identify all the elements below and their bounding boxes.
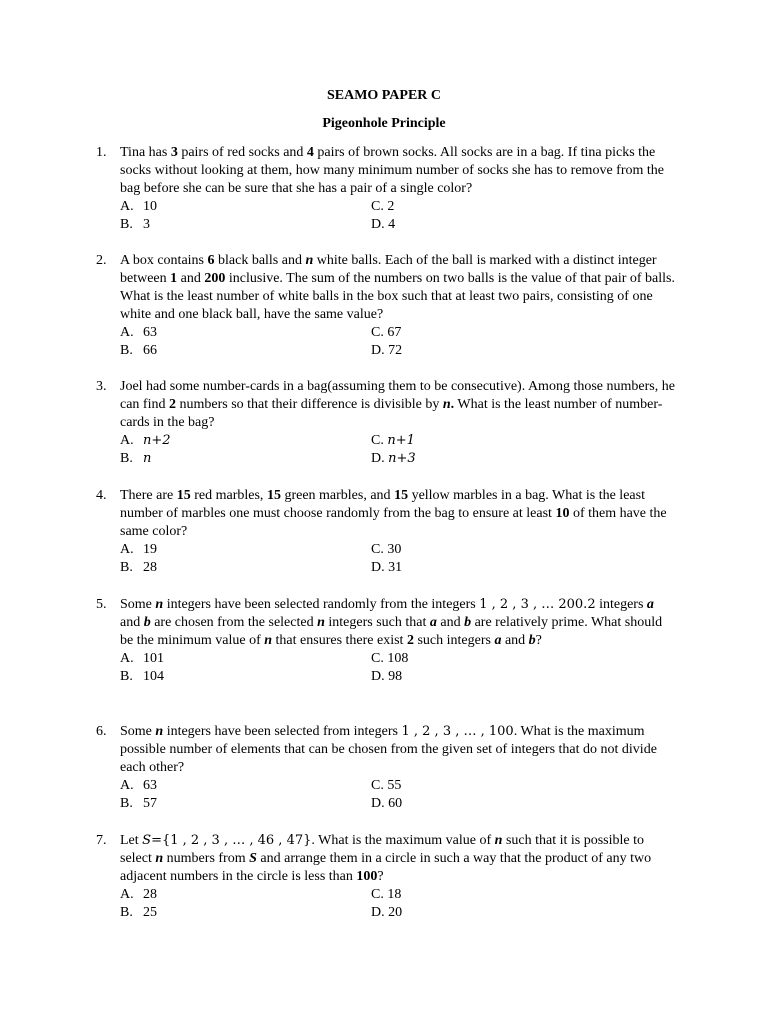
- question-number: 5.: [96, 597, 107, 612]
- option-a-value: 101: [143, 651, 164, 666]
- option-d-value: 20: [388, 905, 403, 920]
- variable-text: b: [143, 615, 151, 630]
- option-b: B. 28: [120, 560, 157, 575]
- option-a-value: n+2: [143, 433, 171, 448]
- bold-text: 200: [204, 271, 226, 286]
- question-text: Some n integers have been selected from integers 1 , 2 , 3 , … , 100. What is the maximum possible number of elements that can be chosen from the given set of integers that do not divide each other?: [120, 724, 657, 775]
- math-expression: ={1 , 2 , 3 , … , 46 , 47}: [151, 833, 312, 848]
- variable-text: b: [464, 615, 472, 630]
- option-c: C. 30: [371, 542, 402, 557]
- option-c: C. 2: [371, 199, 395, 214]
- variable-text: S: [249, 851, 257, 866]
- option-d: D. 72: [371, 343, 403, 358]
- answer-options: [120, 886, 676, 922]
- option-c: C. 18: [371, 887, 402, 902]
- question-text: Tina has 3 pairs of red socks and 4 pairs of brown socks. All socks are in a bag. If tina picks the socks without looking at them, how many minimum number of socks she has to remove from the bag before she can be sure that she has a pair of a single color?: [120, 145, 664, 196]
- option-a: A. 28: [120, 887, 157, 902]
- bold-text: 15: [394, 488, 409, 503]
- bold-text: 10: [555, 506, 570, 521]
- option-c: C. n+1: [371, 433, 415, 448]
- question-text: A box contains 6 black balls and n white balls. Each of the ball is marked with a distinct integer between 1 and 200 inclusive. The sum of the numbers on two balls is the value of that pair of balls. What is the least number of white balls in the box such that at least two pairs, consisting of one white and one black ball, have the same value?: [120, 253, 675, 322]
- option-c-value: 108: [387, 651, 409, 666]
- option-a-value: 63: [143, 778, 157, 793]
- option-b-value: 3: [143, 217, 150, 232]
- question-text: There are 15 red marbles, 15 green marbles, and 15 yellow marbles in a bag. What is the least number of marbles one must choose randomly from the bag to ensure at least 10 of them have the same color?: [120, 488, 667, 539]
- question-5: [96, 596, 676, 686]
- option-a: A. 63: [120, 325, 157, 340]
- question-number: 3.: [96, 379, 107, 394]
- bold-text: 100: [356, 869, 378, 884]
- math-variable: S: [142, 833, 152, 848]
- variable-text: n: [155, 724, 164, 739]
- question-text: Let S={1 , 2 , 3 , … , 46 , 47}. What is the maximum value of n such that it is possible to select n numbers from S and arrange them in a circle in such a way that the product of any two adjacent numbers in the circle is less than 100?: [120, 833, 652, 884]
- bold-text: 3: [170, 145, 178, 160]
- variable-text: n: [442, 397, 451, 412]
- answer-options: [120, 541, 676, 577]
- answer-options: [120, 198, 676, 234]
- option-d-value: n+3: [388, 451, 416, 466]
- option-a: A. 101: [120, 651, 164, 666]
- option-d-value: 60: [388, 796, 403, 811]
- answer-options: [120, 432, 676, 468]
- answer-options: [120, 777, 676, 813]
- option-a: A. 63: [120, 778, 157, 793]
- math-expression: 1 , 2 , 3 , … , 100: [401, 724, 514, 739]
- option-d: D. 31: [371, 560, 403, 575]
- option-c-value: 2: [387, 199, 395, 214]
- option-a-value: 10: [143, 199, 157, 214]
- option-b-value: 25: [143, 905, 157, 920]
- option-b-value: 57: [143, 796, 157, 811]
- option-c-value: 55: [387, 778, 402, 793]
- option-d-value: 4: [388, 217, 396, 232]
- question-text: Some n integers have been selected randomly from the integers 1 , 2 , 3 , … 200.2 integers a and b are chosen from the selected n integers such that a and b are relatively prime. What should be the minimum value of n that ensures there exist 2 such integers a and b?: [120, 597, 663, 648]
- answer-options: [120, 650, 676, 686]
- question-1: [96, 144, 676, 234]
- option-a: A. 10: [120, 199, 157, 214]
- option-c-value: 18: [387, 887, 402, 902]
- bold-text: 2: [168, 397, 176, 412]
- question-number: 7.: [96, 833, 107, 848]
- bold-text: 1: [170, 271, 178, 286]
- option-b-value: 66: [143, 343, 157, 358]
- variable-text: n: [317, 615, 325, 630]
- option-a-value: 63: [143, 325, 157, 340]
- option-d-value: 98: [388, 669, 403, 684]
- bold-text: 2: [406, 633, 414, 648]
- option-d-value: 31: [388, 560, 403, 575]
- option-a: A. n+2: [120, 433, 171, 448]
- bold-text: 15: [176, 488, 191, 503]
- option-d: D. 4: [371, 217, 396, 232]
- option-b-value: 28: [143, 560, 157, 575]
- variable-text: n: [305, 253, 314, 268]
- option-c: C. 67: [371, 325, 402, 340]
- option-b: B. 3: [120, 217, 150, 232]
- question-6: [96, 723, 676, 813]
- option-d: D. 98: [371, 669, 403, 684]
- option-d: D. 20: [371, 905, 403, 920]
- variable-text: n: [155, 597, 164, 612]
- variable-text: n: [494, 833, 503, 848]
- option-a-value: 28: [143, 887, 157, 902]
- option-c-value: 30: [387, 542, 402, 557]
- variable-text: n: [264, 633, 273, 648]
- bold-text: 4: [306, 145, 314, 160]
- variable-text: n: [155, 851, 164, 866]
- question-number: 2.: [96, 253, 107, 268]
- variable-text: a: [494, 633, 502, 648]
- option-a-value: 19: [143, 542, 157, 557]
- option-c: C. 55: [371, 778, 402, 793]
- option-b: B. n: [120, 451, 152, 466]
- question-number: 4.: [96, 488, 107, 503]
- option-d: D. 60: [371, 796, 403, 811]
- option-c: C. 108: [371, 651, 409, 666]
- bold-text: 6: [207, 253, 215, 268]
- option-b-value: n: [143, 451, 152, 466]
- question-7: [96, 832, 676, 922]
- option-b: B. 104: [120, 669, 164, 684]
- answer-options: [120, 324, 676, 360]
- option-b-value: 104: [143, 669, 164, 684]
- question-4: [96, 487, 676, 577]
- option-b: B. 57: [120, 796, 157, 811]
- option-b: B. 66: [120, 343, 157, 358]
- question-text: Joel had some number-cards in a bag(assuming them to be consecutive). Among those numbers, he can find 2 numbers so that their difference is divisible by n. What is the least number of number-cards in the bag?: [120, 379, 675, 430]
- math-expression: 1 , 2 , 3 , … 200.2: [479, 597, 596, 612]
- option-a: A. 19: [120, 542, 157, 557]
- variable-text: a: [646, 597, 654, 612]
- question-2: [96, 252, 676, 360]
- question-number: 6.: [96, 724, 107, 739]
- question-number: 1.: [96, 145, 107, 160]
- question-3: [96, 378, 676, 468]
- option-d: D. n+3: [371, 451, 416, 466]
- variable-text: a: [429, 615, 437, 630]
- bold-text: .: [450, 397, 455, 412]
- page-subtitle: Pigeonhole Principle: [322, 116, 446, 131]
- bold-text: 15: [266, 488, 281, 503]
- option-b: B. 25: [120, 905, 157, 920]
- option-c-value: n+1: [387, 433, 415, 448]
- option-d-value: 72: [388, 343, 403, 358]
- option-c-value: 67: [387, 325, 402, 340]
- variable-text: b: [528, 633, 536, 648]
- page-title: SEAMO PAPER C: [326, 88, 442, 103]
